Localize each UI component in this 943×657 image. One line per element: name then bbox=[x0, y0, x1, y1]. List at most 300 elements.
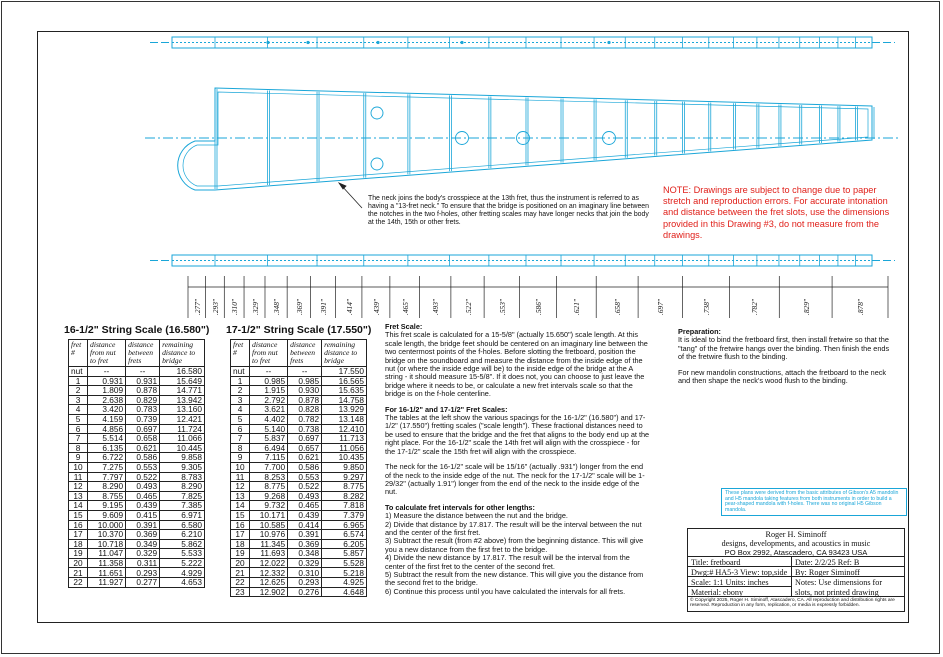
table-cell: 0.329 bbox=[126, 549, 160, 559]
table-cell: 23 bbox=[231, 587, 250, 597]
table-cell: 0.931 bbox=[88, 376, 126, 386]
table-cell: 7 bbox=[231, 434, 250, 444]
table-cell: -- bbox=[126, 367, 160, 377]
side-dot-marker bbox=[306, 41, 309, 44]
table-row bbox=[69, 482, 205, 492]
table-cell: 10.435 bbox=[322, 453, 367, 463]
table-row bbox=[69, 578, 205, 588]
table-cell: 0.465 bbox=[288, 501, 322, 511]
fret-dimension-label: .277" bbox=[192, 298, 202, 315]
table-cell: 8.282 bbox=[322, 491, 367, 501]
table-cell: 8.775 bbox=[322, 482, 367, 492]
table-cell: 11.693 bbox=[250, 549, 288, 559]
fret-dimension-label: .522" bbox=[463, 298, 473, 315]
table-cell: 5.857 bbox=[322, 549, 367, 559]
blue-derivation-note: These plans were derived from the basic attributes of Gibson's A5 mandolin and H5 mandola taking features from both instruments in order to build a pear-shaped mandola with f-holes. There was no original H5 Gibson mandola. bbox=[721, 488, 907, 516]
table-cell: 16 bbox=[231, 520, 250, 530]
fret-scale-heading: Fret Scale: bbox=[385, 322, 423, 331]
table-row bbox=[69, 501, 205, 511]
table-cell: 8.775 bbox=[250, 482, 288, 492]
table-cell: 13.160 bbox=[160, 405, 205, 415]
table-cell: 10.585 bbox=[250, 520, 288, 530]
table-cell: 0.493 bbox=[288, 491, 322, 501]
table-cell: 18 bbox=[69, 539, 88, 549]
table-cell: 12.625 bbox=[250, 578, 288, 588]
table-row bbox=[69, 568, 205, 578]
fret-scale-p3: The neck for the 16-1/2" scale will be 15/16" (actually .931") longer from the end of the neck to the inside edge of the nut. The neck for the 17-1/2" scale will be 1-29/32" (actually 1.91") longer from the end of the neck to the inside edge of the nut. bbox=[385, 462, 645, 497]
table-row bbox=[69, 434, 205, 444]
table-header: fret # bbox=[69, 340, 88, 367]
table-row bbox=[69, 376, 205, 386]
table-row bbox=[69, 395, 205, 405]
table-cell: 14.771 bbox=[160, 386, 205, 396]
author-address: PO Box 2992, Atascadero, CA 93423 USA bbox=[724, 548, 868, 557]
table-cell: 14.758 bbox=[322, 395, 367, 405]
table-cell: 5.837 bbox=[250, 434, 288, 444]
table-cell: 0.391 bbox=[288, 530, 322, 540]
position-marker-inlay bbox=[371, 158, 383, 170]
fret-dimension-label: .586" bbox=[534, 298, 543, 315]
table-cell: 16.580 bbox=[160, 367, 205, 377]
table-cell: 13 bbox=[231, 491, 250, 501]
table-header: distance from nut to fret bbox=[250, 340, 288, 367]
table-cell: 0.522 bbox=[288, 482, 322, 492]
fret-dimension-label: .738" bbox=[701, 298, 711, 315]
table-row bbox=[231, 395, 367, 405]
table-cell: 0.293 bbox=[126, 568, 160, 578]
table-cell: 11 bbox=[69, 472, 88, 482]
table-cell: 19 bbox=[231, 549, 250, 559]
table-row bbox=[231, 443, 367, 453]
table-cell: 4 bbox=[69, 405, 88, 415]
table-cell: 0.985 bbox=[250, 376, 288, 386]
table-cell: 12.421 bbox=[160, 414, 205, 424]
leader-arrowhead bbox=[339, 183, 346, 189]
table-cell: 0.522 bbox=[126, 472, 160, 482]
table-cell: 7 bbox=[69, 434, 88, 444]
fret-dimension-label: .829" bbox=[801, 298, 811, 315]
table-cell: 11.345 bbox=[250, 539, 288, 549]
table-row bbox=[231, 453, 367, 463]
table-cell: 11.358 bbox=[88, 558, 126, 568]
table-cell: 0.369 bbox=[288, 539, 322, 549]
table-header: distance between frets bbox=[288, 340, 322, 367]
table-row bbox=[231, 520, 367, 530]
table-cell: 0.697 bbox=[288, 434, 322, 444]
table-cell: 7.825 bbox=[160, 491, 205, 501]
table-cell: 5 bbox=[231, 414, 250, 424]
table-cell: 7.379 bbox=[322, 510, 367, 520]
calc-step: 1) Measure the distance between the nut and the bridge. bbox=[385, 511, 568, 521]
table-cell: 6.494 bbox=[250, 443, 288, 453]
table-cell: 11.724 bbox=[160, 424, 205, 434]
table-cell: 7.818 bbox=[322, 501, 367, 511]
table-cell: 6.574 bbox=[322, 530, 367, 540]
fret-lines bbox=[215, 89, 874, 189]
side-dot-marker bbox=[266, 41, 269, 44]
table-cell: nut bbox=[231, 367, 250, 377]
table-cell: 11.927 bbox=[88, 578, 126, 588]
table-row bbox=[69, 367, 205, 377]
table-cell: 3 bbox=[231, 395, 250, 405]
position-marker-inlay bbox=[371, 107, 383, 119]
table-row bbox=[231, 568, 367, 578]
table-cell: 8 bbox=[69, 443, 88, 453]
fret-dimension-label: .293" bbox=[210, 298, 220, 315]
table-cell: 4.929 bbox=[160, 568, 205, 578]
table-cell: 7.797 bbox=[88, 472, 126, 482]
table-row bbox=[69, 520, 205, 530]
table-cell: 10 bbox=[231, 462, 250, 472]
tb-scale: Scale: 1:1 Units: inches bbox=[687, 576, 792, 587]
table-cell: 11.047 bbox=[88, 549, 126, 559]
table-cell: 19 bbox=[69, 549, 88, 559]
leader-line bbox=[341, 185, 362, 208]
table-cell: 0.878 bbox=[288, 395, 322, 405]
table-cell: 0.553 bbox=[288, 472, 322, 482]
table-row bbox=[69, 424, 205, 434]
table-cell: -- bbox=[250, 367, 288, 377]
table-cell: 0.311 bbox=[126, 558, 160, 568]
fret-dimension-label: .414" bbox=[344, 298, 354, 315]
table-cell: 6.722 bbox=[88, 453, 126, 463]
table-cell: 14 bbox=[69, 501, 88, 511]
table-cell: 11.066 bbox=[160, 434, 205, 444]
fret-scale-heading2: For 16-1/2" and 17-1/2" Fret Scales: bbox=[385, 404, 508, 414]
table-cell: 6.210 bbox=[160, 530, 205, 540]
table-cell: -- bbox=[288, 367, 322, 377]
table-row bbox=[231, 530, 367, 540]
table-cell: 3.420 bbox=[88, 405, 126, 415]
table-cell: 4.856 bbox=[88, 424, 126, 434]
table-cell: 21 bbox=[231, 568, 250, 578]
table-cell: 0.329 bbox=[288, 558, 322, 568]
table-cell: 11.651 bbox=[88, 568, 126, 578]
preparation-p1: It is ideal to bind the fretboard first, then install fretwire so that the "tang" of the fretwire hangs over the binding. Then finish the ends of the fretwire flush to the binding. bbox=[678, 335, 890, 362]
table-cell: 0.349 bbox=[126, 539, 160, 549]
table-row bbox=[231, 587, 367, 597]
table-cell: 18 bbox=[231, 539, 250, 549]
table-row bbox=[69, 443, 205, 453]
table-cell: 13 bbox=[69, 491, 88, 501]
table-cell: 12.022 bbox=[250, 558, 288, 568]
table-cell: 6.965 bbox=[322, 520, 367, 530]
table-cell: 0.414 bbox=[288, 520, 322, 530]
table-cell: 0.465 bbox=[126, 491, 160, 501]
table-cell: 0.658 bbox=[126, 434, 160, 444]
table-cell: 0.931 bbox=[126, 376, 160, 386]
table-cell: 9.195 bbox=[88, 501, 126, 511]
table-cell: 22 bbox=[69, 578, 88, 588]
neck-note: The neck joins the body's crosspiece at the 13th fret, thus the instrument is referred to as having a "13-fret neck." To ensure that the bridge is positioned on an imaginary line between the notches in the two f-holes, other fretting scales may have longer necks that join the body at the 14th, 15th or other frets. bbox=[368, 195, 649, 226]
table-cell: 8.783 bbox=[160, 472, 205, 482]
table-cell: -- bbox=[88, 367, 126, 377]
table-cell: 0.738 bbox=[288, 424, 322, 434]
table-cell: 0.621 bbox=[126, 443, 160, 453]
table-row bbox=[231, 434, 367, 444]
table-row bbox=[69, 414, 205, 424]
table-cell: 5.862 bbox=[160, 539, 205, 549]
table-cell: 0.985 bbox=[288, 376, 322, 386]
table-row bbox=[69, 539, 205, 549]
fret-dimension-label: .348" bbox=[272, 298, 282, 315]
fret-dimension-label: .465" bbox=[400, 298, 410, 315]
table-cell: 20 bbox=[69, 558, 88, 568]
table-cell: 0.415 bbox=[126, 510, 160, 520]
calc-step: 2) Divide that distance by 17.817. The result will be the interval between the nut and the center of the first fret. bbox=[385, 519, 642, 537]
title-block-header bbox=[687, 528, 905, 557]
table-cell: 0.739 bbox=[126, 414, 160, 424]
table-row bbox=[231, 558, 367, 568]
tb-by: By: Roger Siminoff bbox=[791, 566, 905, 577]
table-row bbox=[231, 405, 367, 415]
table1 bbox=[68, 339, 205, 588]
table2-title: 17-1/2" String Scale (17.550") bbox=[226, 324, 372, 336]
table-cell: 15 bbox=[231, 510, 250, 520]
fret-dimension-label: .310" bbox=[230, 298, 240, 315]
table-header: fret # bbox=[231, 340, 250, 367]
table-cell: 7.385 bbox=[160, 501, 205, 511]
preparation-heading: Preparation: bbox=[678, 327, 721, 336]
fret-dimension-label: .621" bbox=[572, 298, 582, 315]
table-cell: 15.649 bbox=[160, 376, 205, 386]
table-cell: 6.205 bbox=[322, 539, 367, 549]
fret-dimension-label: .329" bbox=[250, 298, 260, 315]
table-cell: 0.348 bbox=[288, 549, 322, 559]
table-row bbox=[231, 424, 367, 434]
table-cell: 9.297 bbox=[322, 472, 367, 482]
tb-title: Title: fretboard bbox=[687, 556, 792, 567]
table-cell: 6.971 bbox=[160, 510, 205, 520]
table-row bbox=[69, 530, 205, 540]
table-row bbox=[69, 510, 205, 520]
table-cell: 8.253 bbox=[250, 472, 288, 482]
table-cell: 17 bbox=[231, 530, 250, 540]
table-cell: 16 bbox=[69, 520, 88, 530]
table-cell: 5.140 bbox=[250, 424, 288, 434]
table-cell: 6.580 bbox=[160, 520, 205, 530]
table-cell: 11.713 bbox=[322, 434, 367, 444]
table-row bbox=[69, 386, 205, 396]
table-cell: 13.929 bbox=[322, 405, 367, 415]
table-cell: 10.718 bbox=[88, 539, 126, 549]
table-header: remaining distance to bridge bbox=[160, 340, 205, 367]
table-cell: 2 bbox=[231, 386, 250, 396]
table-cell: 5.528 bbox=[322, 558, 367, 568]
table-row bbox=[231, 367, 367, 377]
table-cell: 4.648 bbox=[322, 587, 367, 597]
fret-dimension-label: .658" bbox=[613, 298, 623, 315]
side-dot-marker bbox=[460, 41, 463, 44]
fretboard-outline bbox=[178, 88, 872, 190]
table-cell: 9.732 bbox=[250, 501, 288, 511]
table-cell: 4.925 bbox=[322, 578, 367, 588]
fret-dimension-label: .391" bbox=[319, 298, 329, 315]
table-row bbox=[231, 462, 367, 472]
fret-dimension-label: .493" bbox=[431, 298, 441, 315]
table-cell: 0.586 bbox=[288, 462, 322, 472]
table-cell: 12 bbox=[231, 482, 250, 492]
table-cell: 3.621 bbox=[250, 405, 288, 415]
table-cell: 5.514 bbox=[88, 434, 126, 444]
table-cell: 4.402 bbox=[250, 414, 288, 424]
calc-step: 4) Divide the new distance by 17.817. The result will be the interval from the center of the first fret to the center of the second fret. bbox=[385, 553, 630, 571]
table-cell: 10.171 bbox=[250, 510, 288, 520]
table-row bbox=[69, 472, 205, 482]
table-row bbox=[231, 482, 367, 492]
table-cell: 8 bbox=[231, 443, 250, 453]
table-cell: 9.850 bbox=[322, 462, 367, 472]
table-cell: 0.293 bbox=[288, 578, 322, 588]
author-name: Roger H. Siminoff bbox=[765, 530, 827, 539]
table-cell: 21 bbox=[69, 568, 88, 578]
table-cell: 7.115 bbox=[250, 453, 288, 463]
table-cell: 16.565 bbox=[322, 376, 367, 386]
table-cell: 8.290 bbox=[88, 482, 126, 492]
table-header: distance from nut to fret bbox=[88, 340, 126, 367]
table-row bbox=[69, 491, 205, 501]
table-cell: 12 bbox=[69, 482, 88, 492]
table-cell: 12.332 bbox=[250, 568, 288, 578]
table-cell: 0.621 bbox=[288, 453, 322, 463]
table-cell: 4 bbox=[231, 405, 250, 415]
table-cell: 8.290 bbox=[160, 482, 205, 492]
table-cell: 0.586 bbox=[126, 453, 160, 463]
table-row bbox=[231, 472, 367, 482]
table-cell: 0.783 bbox=[126, 405, 160, 415]
table-cell: 13.148 bbox=[322, 414, 367, 424]
table2 bbox=[230, 339, 367, 597]
tb-material: Material: ebony bbox=[687, 586, 792, 597]
table-row bbox=[231, 539, 367, 549]
table-cell: 0.657 bbox=[288, 443, 322, 453]
table-row bbox=[231, 549, 367, 559]
red-warning-note: NOTE: Drawings are subject to change due to paper stretch and reproduction errors. For accurate intonation and distance between the fret slots, use the dimensions provided in this Drawing #3, do not measure from the drawings. bbox=[663, 185, 890, 240]
table-cell: 0.439 bbox=[288, 510, 322, 520]
table-cell: 20 bbox=[231, 558, 250, 568]
table-cell: 2.792 bbox=[250, 395, 288, 405]
preparation-text bbox=[678, 328, 896, 392]
table-cell: 9.305 bbox=[160, 462, 205, 472]
table-cell: 12.902 bbox=[250, 587, 288, 597]
tb-date: Date: 2/2/25 Ref: B bbox=[791, 556, 905, 567]
table-cell: 4.159 bbox=[88, 414, 126, 424]
table-row bbox=[69, 549, 205, 559]
table-cell: 17 bbox=[69, 530, 88, 540]
table-cell: 10 bbox=[69, 462, 88, 472]
table-row bbox=[69, 453, 205, 463]
table-cell: 9.268 bbox=[250, 491, 288, 501]
fret-scale-p2: The tables at the left show the various spacings for the 16-1/2" (16.580") and 17-1/2" (17.550") fretting scales ("scale length"). These fractional distances need to be used to ensure that the bridge and the fret that aligns to the body end up at the right place. For the 16-1/2" scale the 14th fret will align with the crosspiece - for the 17-1/2" scale the 15th fret will align with the crosspiece. bbox=[385, 413, 650, 456]
table-cell: 8.755 bbox=[88, 491, 126, 501]
side-dot-marker bbox=[607, 41, 610, 44]
table-cell: 0.878 bbox=[126, 386, 160, 396]
table-cell: 10.000 bbox=[88, 520, 126, 530]
table-cell: 3 bbox=[69, 395, 88, 405]
tb-notes: Notes: Use dimensions for slots, not printed drawing bbox=[791, 576, 905, 597]
table-row bbox=[231, 414, 367, 424]
author-tagline: designs, developments, and acoustics in music bbox=[721, 539, 871, 548]
calc-step: 5) Subtract the result from the new distance. This will give you the distance from the second fret to the bridge. bbox=[385, 569, 644, 588]
table-cell: 9.858 bbox=[160, 453, 205, 463]
table-cell: 6.135 bbox=[88, 443, 126, 453]
table-row bbox=[231, 501, 367, 511]
table-cell: 0.277 bbox=[126, 578, 160, 588]
table-cell: 0.439 bbox=[126, 501, 160, 511]
fret-scale-text bbox=[385, 323, 650, 596]
table-cell: nut bbox=[69, 367, 88, 377]
table-cell: 0.391 bbox=[126, 520, 160, 530]
table-cell: 0.930 bbox=[288, 386, 322, 396]
table-cell: 0.553 bbox=[126, 462, 160, 472]
table-cell: 0.369 bbox=[126, 530, 160, 540]
table-cell: 11 bbox=[231, 472, 250, 482]
table-cell: 0.782 bbox=[288, 414, 322, 424]
table-cell: 2 bbox=[69, 386, 88, 396]
calc-step: 3) Subtract the result (from #2 above) from the beginning distance. This will give you a new distance from the first fret to the bridge. bbox=[385, 536, 644, 554]
table-cell: 15.635 bbox=[322, 386, 367, 396]
fret-dimension-label: .878" bbox=[856, 298, 866, 315]
fret-dimension-label: .782" bbox=[750, 298, 760, 315]
table-cell: 22 bbox=[231, 578, 250, 588]
table-cell: 0.829 bbox=[126, 395, 160, 405]
table-cell: 7.700 bbox=[250, 462, 288, 472]
table-cell: 10.976 bbox=[250, 530, 288, 540]
table-cell: 1.809 bbox=[88, 386, 126, 396]
title-block bbox=[687, 528, 905, 620]
table-header: distance between frets bbox=[126, 340, 160, 367]
table-cell: 1 bbox=[69, 376, 88, 386]
table-cell: 0.493 bbox=[126, 482, 160, 492]
preparation-p2: For new mandolin constructions, attach the fretboard to the neck and then shape the neck's wood flush to the binding. bbox=[678, 367, 887, 386]
table-cell: 5 bbox=[69, 414, 88, 424]
table-cell: 5.218 bbox=[322, 568, 367, 578]
table-cell: 6 bbox=[69, 424, 88, 434]
table-cell: 9 bbox=[231, 453, 250, 463]
fret-dimension-label: .697" bbox=[656, 298, 666, 315]
table-cell: 1 bbox=[231, 376, 250, 386]
table-cell: 5.222 bbox=[160, 558, 205, 568]
table-cell: 9 bbox=[69, 453, 88, 463]
fret-scale-heading3: To calculate fret intervals for other lengths: bbox=[385, 502, 535, 512]
table-header: remaining distance to bridge bbox=[322, 340, 367, 367]
table-cell: 9.609 bbox=[88, 510, 126, 520]
table-cell: 17.550 bbox=[322, 367, 367, 377]
table-cell: 1.915 bbox=[250, 386, 288, 396]
tb-copyright: © Copyright 2025, Roger H. Siminoff, Atascadero, CA. All reproduction and distribution rights are reserved. Reproduction in any form, replication, or media is expressly forbidden. bbox=[687, 596, 905, 612]
fret-scale-p1: This fret scale is calculated for a 15-5/8" (actually 15.650") scale length. At this scale length, the bridge feet should be centered on an imaginary line between the two centermost points of the f-holes. Before slotting the fretboard, position the bridge on the soundboard and measure the distance from the inside edge of the nut (or where the inside edge will be) to the inside edge of the bridge at the A string - it should measure 15-5/8". If it does not, you can choose to just leave the bridge where it needs to be, or calculate a new fret intervals scale so that the bridge is on the f-hole centerline. bbox=[385, 330, 648, 399]
table-row bbox=[231, 386, 367, 396]
fret-dimension-label: .369" bbox=[294, 298, 304, 315]
table-cell: 12.410 bbox=[322, 424, 367, 434]
table-row bbox=[231, 578, 367, 588]
table-cell: 7.275 bbox=[88, 462, 126, 472]
table-cell: 14 bbox=[231, 501, 250, 511]
calc-step: 6) Continue this process until you have calculated the intervals for all frets. bbox=[385, 586, 626, 596]
table-row bbox=[69, 462, 205, 472]
table-cell: 11.056 bbox=[322, 443, 367, 453]
table-cell: 10.445 bbox=[160, 443, 205, 453]
table-row bbox=[231, 376, 367, 386]
table-cell: 0.310 bbox=[288, 568, 322, 578]
side-dot-marker bbox=[376, 41, 379, 44]
fret-dimension-label: .553" bbox=[497, 298, 507, 315]
table-cell: 4.653 bbox=[160, 578, 205, 588]
table-cell: 0.697 bbox=[126, 424, 160, 434]
table1-title: 16-1/2" String Scale (16.580") bbox=[64, 324, 210, 336]
table-cell: 10.370 bbox=[88, 530, 126, 540]
table-cell: 0.276 bbox=[288, 587, 322, 597]
